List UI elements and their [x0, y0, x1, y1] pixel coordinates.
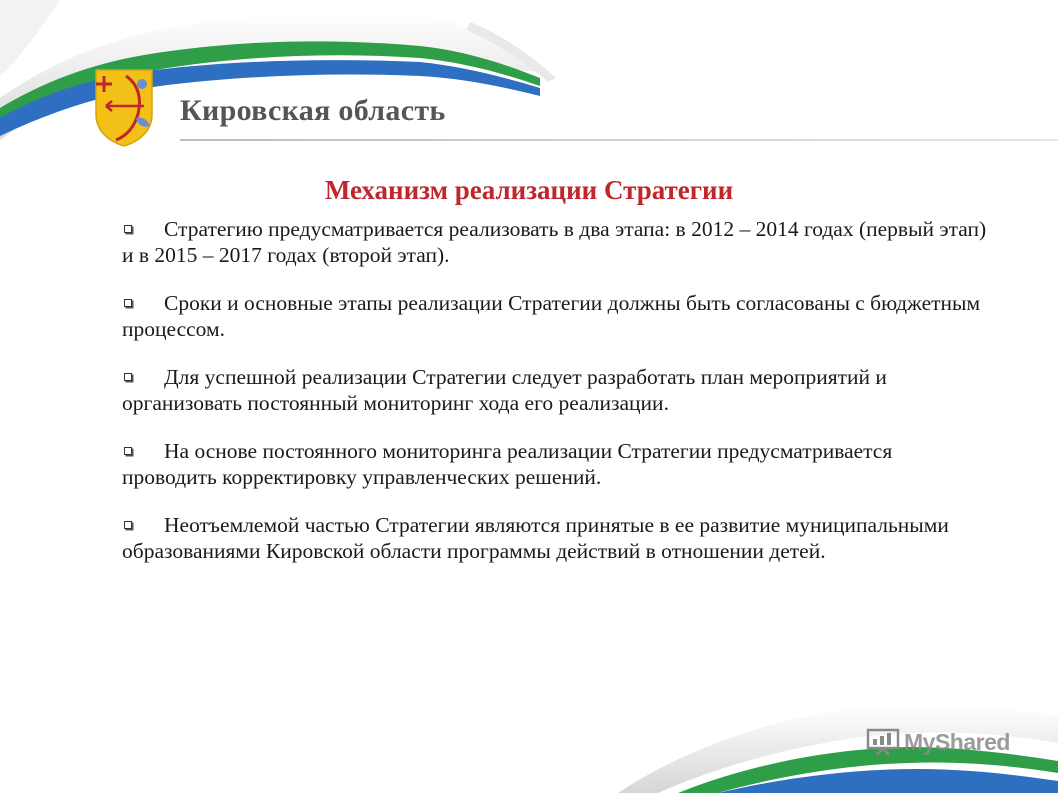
- bullet-item: [122, 364, 992, 416]
- bullet-item: [122, 290, 992, 342]
- bullet-text: Стратегию предусматривается реализовать в два этапа: в 2012 – 2014 годах (первый этап) и в 2015 – 2017 годах (второй этап).: [122, 217, 987, 267]
- presentation-board-icon: [866, 728, 900, 756]
- region-title: Кировская область: [180, 94, 446, 127]
- bullet-text: Неотъемлемой частью Стратегии являются принятые в ее развитие муниципальными образованиями Кировской области программы действий в отношении детей.: [122, 513, 949, 563]
- bullet-text: Для успешной реализации Стратегии следует разработать план мероприятий и организовать постоянный мониторинг хода его реализации.: [122, 365, 887, 415]
- square-bullet-icon: [124, 521, 132, 529]
- watermark-text: MyShared: [904, 728, 1010, 755]
- bullet-list: [122, 216, 992, 586]
- kirov-coat-of-arms-icon: [92, 66, 156, 148]
- bullet-item: [122, 512, 992, 564]
- bullet-item: [122, 216, 992, 268]
- bullet-item: [122, 438, 992, 490]
- square-bullet-icon: [124, 447, 132, 455]
- bullet-text: На основе постоянного мониторинга реализации Стратегии предусматривается проводить корректировку управленческих решений.: [122, 439, 893, 489]
- title-divider: [180, 139, 1058, 141]
- slide-heading: Механизм реализации Стратегии: [324, 175, 734, 205]
- square-bullet-icon: [124, 225, 132, 233]
- square-bullet-icon: [124, 373, 132, 381]
- square-bullet-icon: [124, 299, 132, 307]
- watermark: [866, 728, 1010, 756]
- bullet-text: Сроки и основные этапы реализации Стратегии должны быть согласованы с бюджетным процессом.: [122, 291, 981, 341]
- top-flag-ribbon: [0, 0, 560, 160]
